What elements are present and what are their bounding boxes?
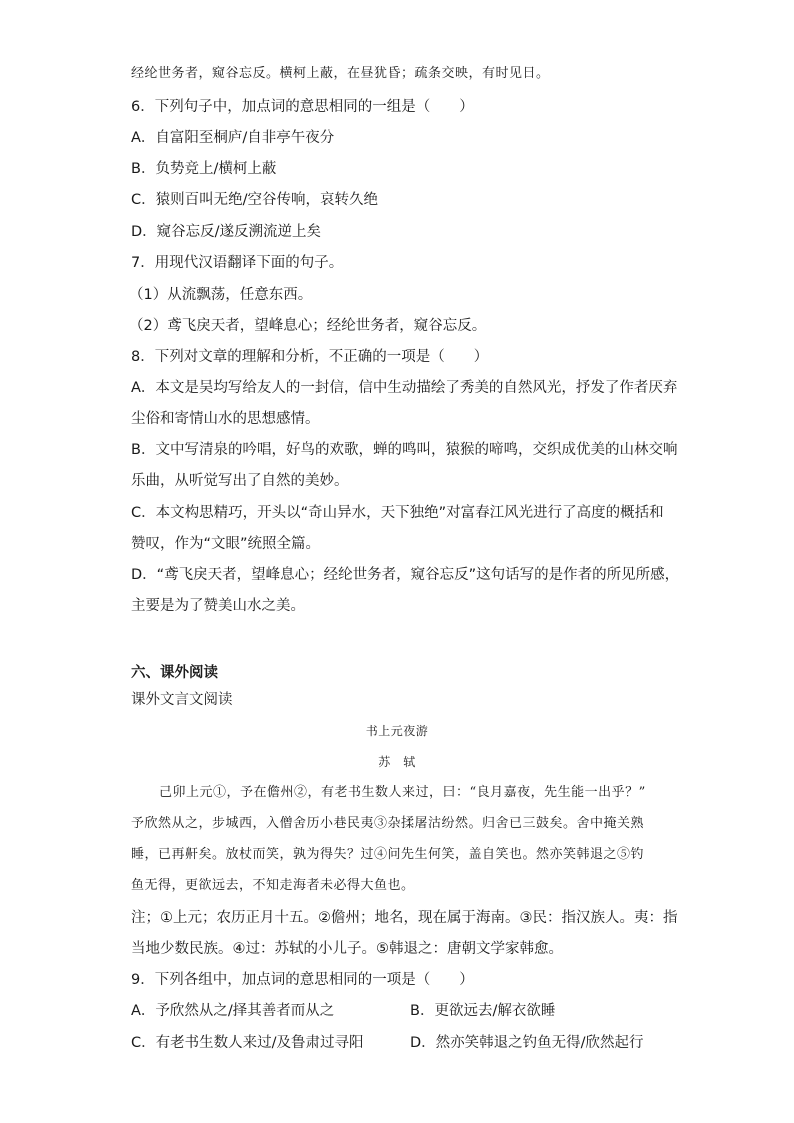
q8-option-d: D．“鸢飞戾天者，望峰息心；经纶世务者，窥谷忘反”这句话写的是作者的所见所感，: [131, 567, 680, 583]
q8-option-a-cont: 尘俗和寄情山水的思想感情。: [131, 411, 320, 427]
passage-line-3: 睡，已再鼾矣。放杖而笑，孰为得失？过④问先生何笑，盖自笑也。然亦笑韩退之⑤钓: [131, 847, 645, 862]
passage-author: 苏 轼: [378, 755, 416, 769]
q8-option-c: C．本文构思精巧，开头以“奇山异水，天下独绝”对富春江风光进行了高度的概括和: [131, 505, 664, 521]
passage-line-2: 予欣然从之，步城西，入僧舍历小巷民夷③杂揉屠沽纷然。归舍已三鼓矣。舍中掩关熟: [131, 816, 645, 831]
q9-option-a: A．予欣然从之/择其善者而从之: [131, 1003, 335, 1019]
q6-option-d: D．窥谷忘反/遂反溯流逆上矣: [131, 224, 322, 240]
q9-option-b: B．更欲远去/解衣欲睡: [410, 1003, 556, 1019]
q7-stem: 7．用现代汉语翻译下面的句子。: [131, 255, 344, 271]
q8-option-b-cont: 乐曲，从听觉写出了自然的美妙。: [131, 473, 349, 489]
q6-option-a: A．自富阳至桐庐/自非亭午夜分: [131, 130, 335, 146]
q8-stem: 8．下列对文章的理解和分析，不正确的一项是（ ）: [131, 349, 489, 365]
q9-stem: 9．下列各组中，加点词的意思相同的一项是（ ）: [131, 972, 474, 988]
q9-option-d: D．然亦笑韩退之钓鱼无得/欣然起行: [410, 1035, 644, 1051]
q8-option-a: A．本文是吴均写给友人的一封信，信中生动描绘了秀美的自然风光，抒发了作者厌弃: [131, 380, 678, 396]
passage-line-4: 鱼无得，更欲远去，不知走海者未必得大鱼也。: [131, 878, 415, 893]
q8-option-d-cont: 主要是为了赞美山水之美。: [131, 598, 305, 614]
notes-line-1: 注；①上元；农历正月十五。②儋州；地名，现在属于海南。③民：指汉族人。夷：指: [131, 910, 678, 926]
q6-stem: 6．下列句子中，加点词的意思相同的一组是（ ）: [131, 99, 474, 115]
section-heading: 六、课外阅读: [131, 665, 218, 681]
notes-line-2: 当地少数民族。④过：苏轼的小儿子。⑤韩退之：唐朝文学家韩愈。: [131, 941, 563, 957]
q7-sentence-1: （1）从流飘荡，任意东西。: [129, 287, 313, 303]
q8-option-c-cont: 赞叹，作为“文眼”统照全篇。: [131, 536, 321, 552]
q7-sentence-2: （2）鸢飞戾天者，望峰息心；经纶世务者，窥谷忘反。: [129, 318, 487, 334]
section-subheading: 课外文言文阅读: [131, 692, 233, 708]
passage-line-1: 己卯上元①，予在儋州②，有老书生数人来过，曰：“良月嘉夜，先生能一出乎？”: [159, 785, 646, 800]
q6-option-b: B．负势竞上/横柯上蔽: [131, 161, 277, 177]
q6-option-c: C．猿则百叫无绝/空谷传响，哀转久绝: [131, 192, 379, 208]
q9-option-c: C．有老书生数人来过/及鲁肃过寻阳: [131, 1035, 364, 1051]
q8-option-b: B．文中写清泉的吟唱，好鸟的欢歌，蝉的鸣叫，猿猴的啼鸣，交织成优美的山林交响: [131, 442, 678, 458]
passage-end-line: 经纶世务者，窥谷忘反。横柯上蔽，在昼犹昏；疏条交映，有时见日。: [131, 66, 550, 81]
passage-title: 书上元夜游: [365, 724, 429, 738]
